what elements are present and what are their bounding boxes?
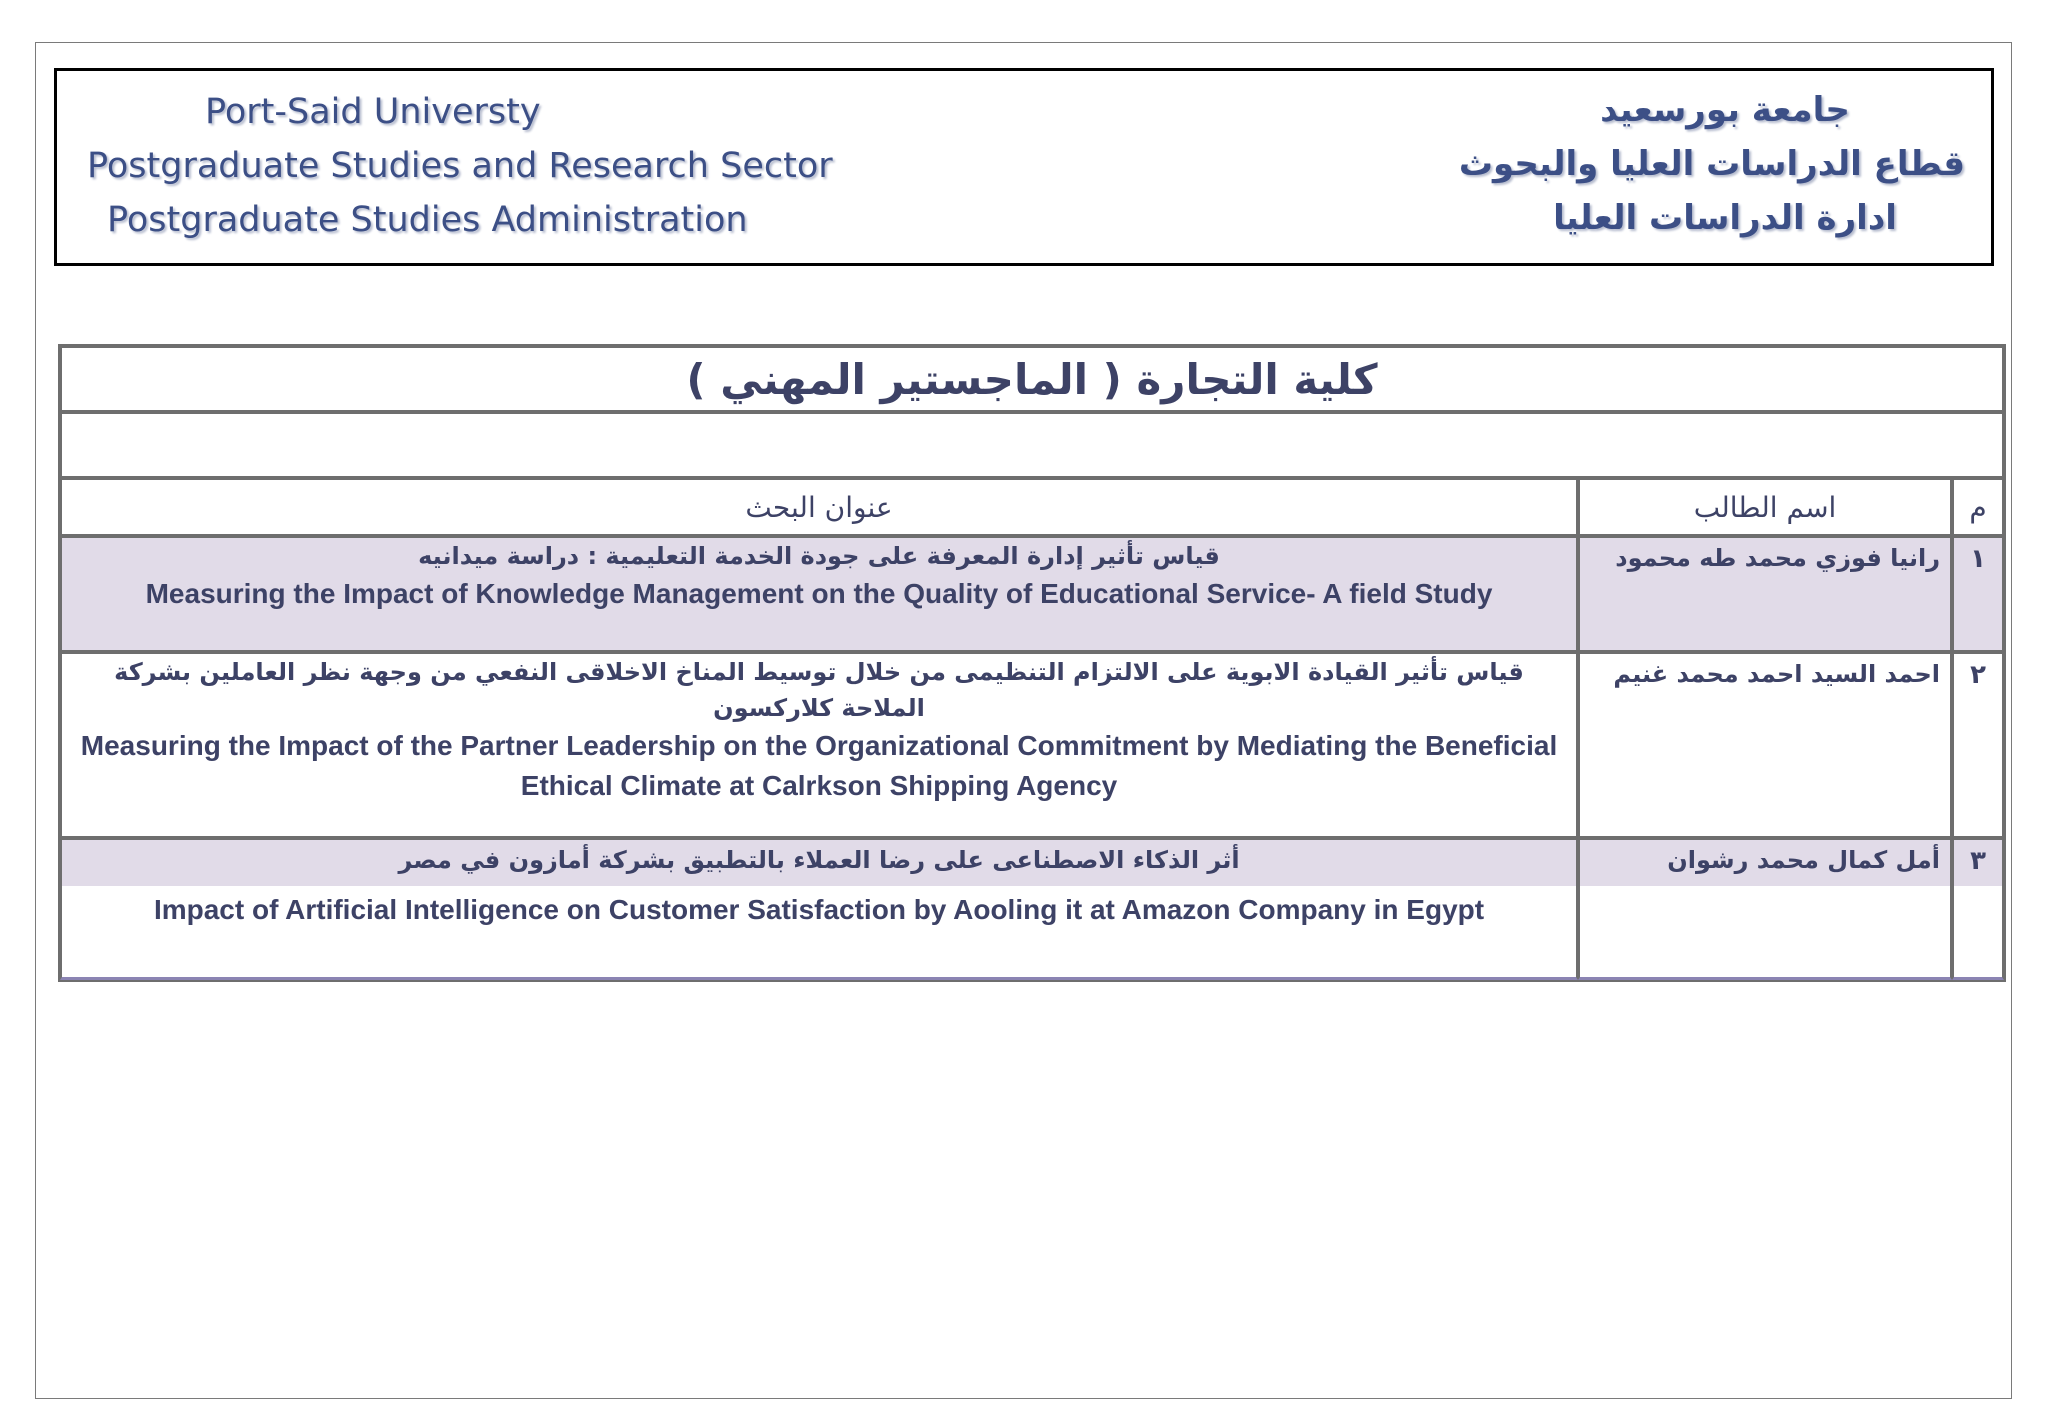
table-row <box>60 838 2004 980</box>
research-title-en: Measuring the Impact of Knowledge Management on the Quality of Educational Service- A field Study <box>145 578 1493 609</box>
administration-name-ar: ادارة الدراسات العليا <box>1553 198 1897 238</box>
student-name: احمد السيد احمد محمد غنيم <box>1578 652 1952 838</box>
blank-row <box>60 412 2004 478</box>
sector-name-ar: قطاع الدراسات العليا والبحوث <box>1458 144 1965 184</box>
university-name-en: Port-Said Universty <box>205 92 541 132</box>
row-number: ٣ <box>1952 838 2004 980</box>
table-row <box>60 652 2004 838</box>
sector-name-en: Postgraduate Studies and Research Sector <box>87 146 833 186</box>
letterhead-english <box>57 85 917 247</box>
student-name: رانيا فوزي محمد طه محمود <box>1578 536 1952 652</box>
research-title-en: Measuring the Impact of the Partner Leadership on the Organizational Commitment by Mediating the Beneficial Ethical Climate at Calrkson Shipping Agency <box>80 730 1558 801</box>
column-header-student-name: اسم الطالب <box>1578 478 1952 536</box>
research-title-ar: قياس تأثير القيادة الابوية على الالتزام التنظيمى من خلال توسيط المناخ الاخلاقى النفعي من وجهة نظر العاملين بشركة الملاحة كلاركسون <box>114 658 1524 722</box>
letterhead-arabic <box>1458 83 1965 245</box>
university-name-ar: جامعة بورسعيد <box>1600 90 1850 130</box>
table-row <box>60 536 2004 652</box>
theses-table <box>58 344 2006 982</box>
research-title-ar: قياس تأثير إدارة المعرفة على جودة الخدمة التعليمية : دراسة ميدانيه <box>418 542 1220 570</box>
table-header-row <box>60 478 2004 536</box>
row-number: ١ <box>1952 536 2004 652</box>
research-title <box>60 652 1578 838</box>
column-header-number: م <box>1952 478 2004 536</box>
research-title-en: Impact of Artificial Intelligence on Customer Satisfaction by Aooling it at Amazon Company in Egypt <box>153 894 1485 925</box>
research-title <box>60 838 1578 980</box>
student-name: أمل كمال محمد رشوان <box>1578 838 1952 980</box>
research-title <box>60 536 1578 652</box>
table-title: كلية التجارة ( الماجستير المهني ) <box>60 346 2004 412</box>
column-header-research-title: عنوان البحث <box>60 478 1578 536</box>
administration-name-en: Postgraduate Studies Administration <box>107 200 748 240</box>
letterhead <box>54 68 1994 266</box>
research-title-ar: أثر الذكاء الاصطناعى على رضا العملاء بالتطبيق بشركة أمازون في مصر <box>62 840 1576 886</box>
row-number: ٢ <box>1952 652 2004 838</box>
